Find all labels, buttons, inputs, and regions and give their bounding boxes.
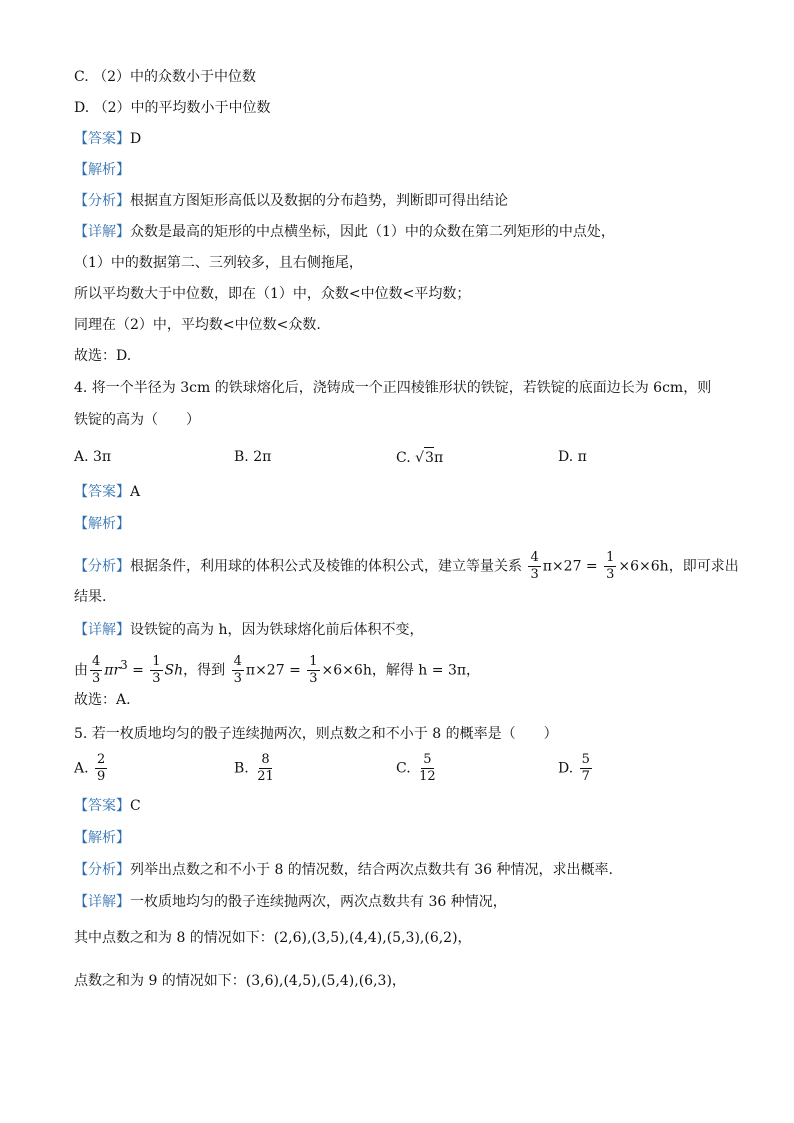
fraction: $\frac{2}{9}$ <box>97 752 106 784</box>
q5-option-c <box>396 752 440 785</box>
question-4-text-cont: 铁锭的高为（ ） <box>74 412 200 428</box>
body-line: 所以平均数大于中位数，即在（1）中，众数<中位数<平均数； <box>74 286 471 302</box>
formula-part: πr <box>104 662 121 679</box>
conclusion-line: 故选：A. <box>74 692 131 708</box>
detail-text: 众数是最高的矩形的中点横坐标，因此（1）中的众数在第二列矩形的中点处， <box>130 224 615 240</box>
analysis-line-1 <box>74 191 508 211</box>
q5-option-b <box>234 752 278 785</box>
formula-result: ，解得 h = 3π， <box>371 662 481 679</box>
exponent: 3 <box>120 657 128 672</box>
analysis-tag: 【解析】 <box>74 830 130 846</box>
question-5-text: 5. 若一枚质地均匀的骰子连续抛两次，则点数之和不小于 8 的概率是（ ） <box>74 726 558 742</box>
formula-part: ×6×6h <box>321 662 372 679</box>
analysis-line-2-cont: 结果. <box>74 589 107 605</box>
detail-line-3 <box>74 892 507 912</box>
analysis-sub-tag: 【分析】 <box>74 558 130 575</box>
detail-tag: 【详解】 <box>74 894 130 910</box>
analysis-tag: 【解析】 <box>74 162 130 178</box>
answer-line-1 <box>74 129 141 149</box>
analysis-tail: ，即可求出 <box>668 558 739 575</box>
option-label: D. <box>558 760 574 777</box>
cases-sum-9: 点数之和为 9 的情况如下：(3,6),(4,5),(5,4),(6,3)， <box>74 973 406 989</box>
detail-line-2 <box>74 620 423 640</box>
answer-value: D <box>130 131 142 147</box>
question-4-text: 4. 将一个半径为 3cm 的铁球熔化后，浇铸成一个正四棱锥形状的铁锭，若铁锭的底面边长为 6cm，则 <box>74 380 712 396</box>
answer-line-3 <box>74 796 141 816</box>
fraction-one-third: $\frac{1}{3}$ <box>309 654 318 686</box>
option-label: C. <box>396 760 411 777</box>
option-label: A. <box>74 760 89 777</box>
formula-part: Sh <box>164 662 184 679</box>
detail-text: 一枚质地均匀的骰子连续抛两次，两次点数共有 36 种情况， <box>130 894 507 910</box>
conclusion-line: 故选：D. <box>74 348 132 364</box>
answer-tag: 【答案】 <box>74 798 130 814</box>
fraction: $\frac{5}{7}$ <box>581 752 590 784</box>
q4-option-d: D. π <box>558 449 587 465</box>
equation-part: ×6×6h <box>618 558 669 575</box>
body-line: 同理在（2）中，平均数<中位数<众数. <box>74 317 321 333</box>
equals-sign: = <box>132 662 144 679</box>
analysis-line-2 <box>74 550 739 583</box>
option-d: D. （2）中的平均数小于中位数 <box>74 100 271 116</box>
cases-sum-8: 其中点数之和为 8 的情况如下：(2,6),(3,5),(4,4),(5,3),(6,2)， <box>74 930 472 946</box>
analysis-text: 根据直方图矩形高低以及数据的分布趋势，判断即可得出结论 <box>130 193 508 209</box>
answer-value: A <box>130 484 141 500</box>
fraction-four-thirds: $\frac{4}{3}$ <box>530 550 539 582</box>
option-label: B. <box>234 760 249 777</box>
fraction: $\frac{5}{12}$ <box>419 752 436 784</box>
answer-tag: 【答案】 <box>74 484 130 500</box>
q5-option-d <box>558 752 594 785</box>
equation-part: π×27 = <box>542 558 598 575</box>
answer-line-2 <box>74 482 140 502</box>
answer-value: C <box>130 798 141 814</box>
answer-tag: 【答案】 <box>74 131 130 147</box>
fraction: $\frac{8}{21}$ <box>257 752 274 784</box>
detail-text: 设铁锭的高为 h，因为铁球熔化前后体积不变， <box>130 622 424 638</box>
fraction-one-third: $\frac{1}{3}$ <box>606 550 615 582</box>
detail-tag: 【详解】 <box>74 224 130 240</box>
detail-tag: 【详解】 <box>74 622 130 638</box>
formula-connector: ，得到 <box>183 662 226 679</box>
analysis-tag: 【解析】 <box>74 516 130 532</box>
formula-line <box>74 654 480 687</box>
analysis-sub-tag: 【分析】 <box>74 193 130 209</box>
pi-symbol: π <box>433 450 444 466</box>
q4-option-a: A. 3π <box>74 449 112 465</box>
analysis-line-3 <box>74 860 613 880</box>
q4-option-b: B. 2π <box>234 449 272 465</box>
option-label: C. <box>396 450 411 466</box>
q5-option-a <box>74 752 109 785</box>
option-c: C. （2）中的众数小于中位数 <box>74 69 257 85</box>
analysis-text: 列举出点数之和不小于 8 的情况数，结合两次点数共有 36 种情况，求出概率. <box>130 862 613 878</box>
fraction-four-thirds: $\frac{4}{3}$ <box>92 654 101 686</box>
fraction-one-third: $\frac{1}{3}$ <box>152 654 161 686</box>
analysis-text: 根据条件，利用球的体积公式及棱锥的体积公式，建立等量关系 <box>130 558 522 575</box>
body-line: （1）中的数据第二、三列较多，且右侧拖尾， <box>74 255 363 271</box>
radicand: 3 <box>424 447 434 468</box>
fraction-four-thirds: $\frac{4}{3}$ <box>233 654 242 686</box>
detail-line-1 <box>74 222 615 242</box>
q4-option-c <box>396 447 443 468</box>
formula-part: π×27 = <box>245 662 301 679</box>
analysis-sub-tag: 【分析】 <box>74 862 130 878</box>
sqrt-icon: √ <box>415 450 425 466</box>
formula-prefix: 由 <box>74 662 88 679</box>
